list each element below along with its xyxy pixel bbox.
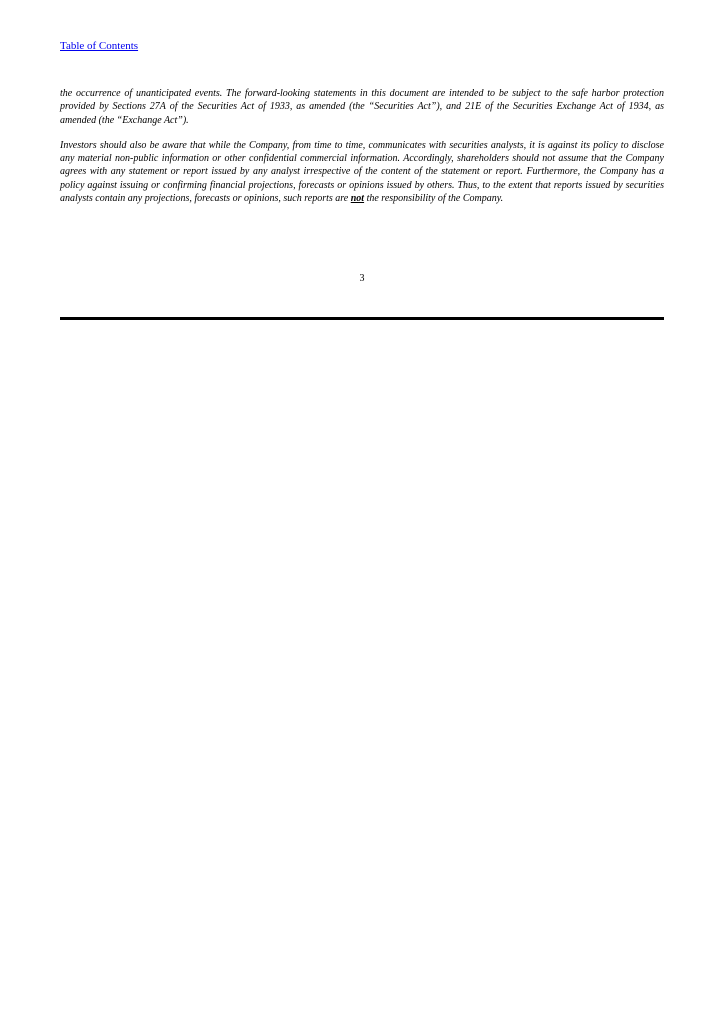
page-number: 3 bbox=[359, 273, 365, 284]
analyst-policy-text: Investors should also be aware that while the Company, from time to time, communicates with securities analysts, it is against its policy to disclose any material non-public information or other confidential commercial information. Accordingly, shareholders should not assume that the Company agrees with any statement or report issued by any analyst irrespective of the content of the statement or report. Furthermore, the Company has a policy against issuing or confirming financial projections, forecasts or opinions issued by others. Thus, to the extent that reports issued by securities analysts contain any projections, forecasts or opinions, such reports are bbox=[60, 139, 664, 205]
analyst-policy-text-end: the responsibility of the Company. bbox=[364, 193, 504, 205]
table-of-contents-link[interactable]: Table of Contents bbox=[60, 40, 139, 52]
analyst-policy-paragraph bbox=[60, 139, 664, 205]
safe-harbor-paragraph: the occurrence of unanticipated events. The forward-looking statements in this document are intended to be subject to the safe harbor protection provided by Sections 27A of the Securities Act of 1933, as amended (the “Securities Act”), and 21E of the Securities Exchange Act of 1934, as amended (the “Exchange Act”). bbox=[60, 88, 664, 126]
emphasis-not: not bbox=[350, 193, 365, 205]
page-divider bbox=[60, 317, 664, 320]
document-body bbox=[60, 87, 664, 217]
